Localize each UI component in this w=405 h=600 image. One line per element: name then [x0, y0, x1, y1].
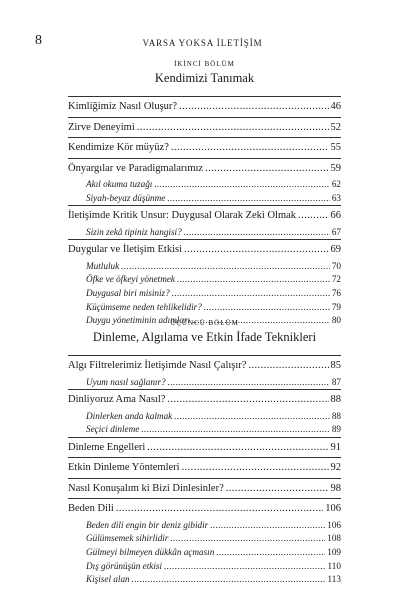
toc-entry-page: 76: [331, 287, 341, 298]
dot-leader: [298, 206, 328, 226]
toc-chapter-entry[interactable]: [68, 458, 341, 478]
toc-subentry[interactable]: [68, 532, 341, 546]
toc-group: [68, 117, 341, 138]
toc-subentry[interactable]: [68, 376, 341, 390]
dot-leader: [154, 178, 329, 192]
toc-entry-title: Öfke ve öfkeyi yönetmek: [86, 274, 176, 285]
toc-group: [68, 97, 341, 117]
toc-entry-page: 69: [330, 244, 341, 256]
toc-chapter-entry[interactable]: [68, 499, 341, 519]
dot-leader: [177, 273, 330, 287]
page-number: 8: [35, 33, 42, 48]
section-title: Dinleme, Algılama ve Etkin İfade Teknikleri: [92, 330, 317, 344]
section-label: ÜÇÜNCÜ BÖLÜM: [170, 319, 239, 327]
toc-entry-title: Mutluluk: [86, 260, 120, 271]
toc-entry-page: 106: [327, 519, 341, 530]
toc-entry-page: 85: [330, 360, 341, 371]
toc-subentry[interactable]: [68, 273, 341, 287]
toc-entry-title: Dinleme Engelleri: [68, 441, 146, 453]
toc-entry-title: Beden dili engin bir deniz gibidir: [86, 519, 209, 530]
dot-leader: [121, 260, 330, 274]
toc-subentry[interactable]: [68, 301, 341, 315]
toc-entry-title: Zirve Deneyimi: [68, 121, 135, 133]
toc-group: [68, 437, 341, 458]
toc-entry-page: 66: [330, 210, 341, 222]
toc-entry-page: 106: [325, 503, 341, 515]
toc-group: [68, 498, 341, 586]
toc-entry-page: 67: [331, 226, 341, 237]
toc-chapter-entry[interactable]: [68, 390, 341, 410]
toc-chapter-entry[interactable]: [68, 138, 341, 158]
dot-leader: [174, 410, 330, 424]
toc-chapter-entry[interactable]: [68, 438, 341, 458]
dot-leader: [204, 301, 330, 315]
toc-group: [68, 239, 341, 327]
toc-entry-page: 110: [327, 560, 341, 571]
toc-group: [68, 356, 341, 389]
toc-entry-page: 62: [331, 179, 341, 189]
dot-leader: [168, 376, 330, 390]
dot-leader: [137, 118, 329, 138]
dot-leader: [179, 97, 328, 117]
dot-leader: [147, 438, 328, 458]
toc-entry-title: Gülmeyi bilmeyen dükkân açmasın: [86, 546, 215, 557]
toc-entry-page: 52: [330, 121, 341, 133]
toc-entry-title: Duygu yönetiminin adımları: [86, 315, 191, 326]
toc-entry-title: Etkin Dinleme Yöntemleri: [68, 462, 180, 474]
toc-subentry[interactable]: [68, 226, 341, 240]
dot-leader: [171, 138, 329, 158]
dot-leader: [167, 192, 329, 206]
toc-group: [68, 158, 341, 206]
dot-leader: [132, 573, 326, 587]
toc-entry-title: Seçici dinleme: [86, 424, 140, 435]
dot-leader: [210, 519, 325, 533]
toc-entry-page: 108: [327, 533, 341, 544]
dot-leader: [182, 458, 329, 478]
toc-entry-page: 55: [330, 142, 341, 153]
toc-entry-title: Kişisel alan: [86, 574, 130, 585]
dot-leader: [172, 287, 330, 301]
toc-entries: [68, 355, 341, 587]
toc-subentry[interactable]: [68, 560, 341, 574]
toc-subentry[interactable]: [68, 519, 341, 533]
toc-entry-title: Akıl okuma tuzağı: [86, 179, 153, 189]
toc-chapter-entry[interactable]: [68, 206, 341, 226]
dot-leader: [170, 532, 325, 546]
toc-entry-page: 88: [331, 410, 341, 421]
toc-entries: [68, 96, 341, 328]
toc-chapter-entry[interactable]: [68, 479, 341, 499]
toc-subentry[interactable]: [68, 178, 341, 192]
toc-entry-page: 70: [331, 260, 341, 271]
toc-entry-title: Duygular ve İletişim Etkisi: [68, 244, 183, 256]
toc-section: [68, 319, 341, 587]
toc-entry-title: Kimliğimiz Nasıl Oluşur?: [68, 101, 178, 112]
toc-subentry[interactable]: [68, 192, 341, 206]
dot-leader: [167, 390, 328, 410]
toc-entry-title: Küçümseme neden tehlikelidir?: [86, 301, 202, 312]
toc-subentry[interactable]: [68, 573, 341, 587]
toc-entry-title: Algı Filtrelerimiz İletişimde Nasıl Çalışır?: [68, 360, 247, 371]
toc-entry-page: 113: [327, 574, 341, 585]
toc-subentry[interactable]: [68, 260, 341, 274]
toc-entry-title: Önyargılar ve Paradigmalarımız: [68, 162, 204, 174]
toc-subentry[interactable]: [68, 423, 341, 437]
toc-group: [68, 457, 341, 478]
toc-group: [68, 478, 341, 499]
toc-entry-page: 72: [331, 274, 341, 285]
toc-subentry[interactable]: [68, 287, 341, 301]
dot-leader: [226, 479, 329, 499]
toc-entry-title: Dinlerken anda kalmak: [86, 410, 173, 421]
toc-entry-title: Sizin zekâ tipiniz hangisi?: [86, 226, 182, 237]
dot-leader: [205, 159, 328, 179]
toc-group: [68, 389, 341, 437]
toc-section: [68, 60, 341, 328]
toc-entry-title: Beden Dili: [68, 503, 114, 515]
toc-entry-page: 80: [331, 315, 341, 326]
dot-leader: [141, 423, 329, 437]
dot-leader: [184, 226, 330, 240]
dot-leader: [116, 499, 323, 519]
toc-entry-title: Dinliyoruz Ama Nasıl?: [68, 394, 166, 406]
toc-entry-page: 87: [331, 376, 341, 387]
toc-group: [68, 137, 341, 158]
dot-leader: [184, 240, 328, 260]
toc-entry-page: 88: [330, 394, 341, 406]
toc-chapter-entry[interactable]: [68, 356, 341, 376]
toc-entry-title: Gülümsemek sihirlidir: [86, 533, 169, 544]
toc-entry-page: 89: [331, 424, 341, 435]
toc-entry-page: 92: [330, 462, 341, 474]
toc-entry-title: Uyum nasıl sağlanır?: [86, 376, 166, 387]
toc-entry-title: Duygusal biri misiniz?: [86, 287, 170, 298]
section-label: İKİNCİ BÖLÜM: [174, 60, 235, 68]
section-title: Kendimizi Tanımak: [154, 71, 255, 85]
toc-entry-page: 63: [331, 192, 341, 203]
toc-chapter-entry[interactable]: [68, 159, 341, 179]
toc-chapter-entry[interactable]: [68, 240, 341, 260]
toc-entry-title: Siyah-beyaz düşünme: [86, 192, 166, 203]
toc-entry-title: Nasıl Konuşalım ki Bizi Dinlesinler?: [68, 482, 224, 494]
running-head: VARSA YOKSA İLETİŞİM: [142, 38, 263, 48]
toc-group: [68, 205, 341, 239]
toc-entry-title: Dış görünüşün etkisi: [86, 560, 163, 571]
toc-entry-page: 59: [330, 162, 341, 174]
toc-entry-page: 109: [327, 546, 341, 557]
toc-subentry[interactable]: [68, 410, 341, 424]
dot-leader: [164, 560, 325, 574]
toc-entry-page: 79: [331, 301, 341, 312]
toc-entry-title: Kendimize Kör müyüz?: [68, 142, 169, 153]
toc-entry-page: 91: [330, 441, 341, 453]
toc-entry-page: 46: [330, 101, 341, 112]
toc-entry-page: 98: [330, 482, 341, 494]
toc-entry-title: İletişimde Kritik Unsur: Duygusal Olarak Zeki Olmak: [68, 210, 297, 222]
toc-chapter-entry[interactable]: [68, 118, 341, 138]
dot-leader: [216, 546, 325, 560]
dot-leader: [248, 356, 328, 376]
toc-chapter-entry[interactable]: [68, 97, 341, 117]
toc-subentry[interactable]: [68, 546, 341, 560]
